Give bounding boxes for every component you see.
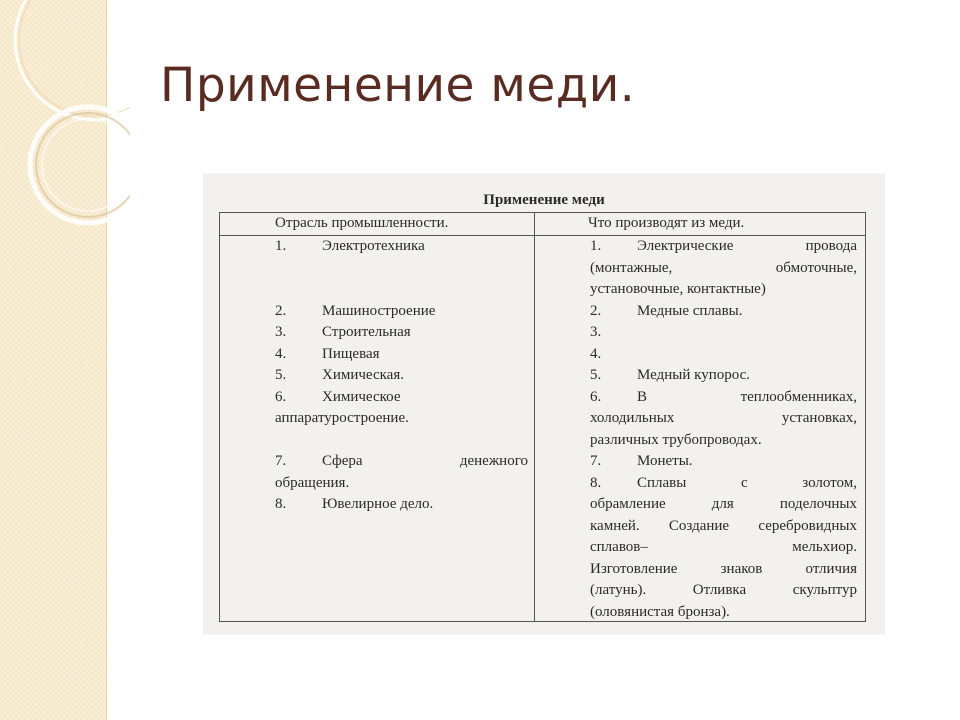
product-text: холодильных установках, — [590, 410, 857, 426]
industry-row-continuation — [220, 473, 534, 495]
row-number: 8. — [590, 474, 602, 491]
product-row — [535, 236, 867, 258]
spacer-row — [220, 430, 534, 452]
scanned-table-image — [203, 173, 885, 635]
product-row — [535, 322, 867, 344]
industry-name-continuation: обращения. — [275, 474, 350, 491]
industry-row — [220, 344, 534, 366]
row-number: 4. — [590, 345, 602, 362]
product-text: Сплавы с золотом, — [637, 474, 857, 491]
industry-name: Химическая. — [322, 367, 404, 383]
product-text: Изготовление знаков отличия — [590, 560, 857, 577]
row-number: 3. — [275, 324, 287, 340]
table-caption: Применение меди — [483, 192, 605, 208]
decorative-circles — [0, 0, 130, 260]
product-row-continuation — [535, 602, 867, 624]
industry-name: Машиностроение — [322, 302, 436, 319]
product-row-continuation — [535, 408, 867, 430]
industry-column — [220, 236, 534, 516]
product-text: (монтажные, обмоточные, — [590, 259, 857, 276]
row-number: 7. — [275, 453, 287, 469]
industry-name-part: Сфера — [322, 453, 363, 469]
product-row — [535, 301, 867, 323]
row-number: 1. — [590, 238, 602, 254]
product-text: сплавов– мельхиор. — [590, 539, 857, 555]
row-number: 4. — [275, 345, 287, 362]
industry-row — [220, 301, 534, 323]
industry-row-continuation — [220, 408, 534, 430]
copper-usage-table — [219, 212, 866, 622]
industry-name: Химическое — [322, 388, 401, 405]
row-number: 2. — [590, 302, 602, 319]
row-number: 5. — [275, 367, 287, 383]
spacer-row — [220, 258, 534, 280]
product-text: обрамление для поделочных — [590, 496, 857, 512]
product-row-continuation — [535, 537, 867, 559]
industry-name-part: денежного — [459, 453, 528, 469]
spacer-row — [220, 279, 534, 301]
product-row — [535, 451, 867, 473]
product-row-continuation — [535, 559, 867, 581]
product-row-continuation — [535, 279, 867, 301]
industry-name: Электротехника — [322, 238, 425, 254]
product-row — [535, 387, 867, 409]
industry-row — [220, 494, 534, 516]
header-industry: Отрасль промышленности. — [275, 215, 449, 231]
product-row-continuation — [535, 494, 867, 516]
product-row-continuation — [535, 258, 867, 280]
product-text: установочные, контактные) — [590, 281, 766, 297]
industry-name: Ювелирное дело. — [322, 496, 434, 512]
industry-row — [220, 236, 534, 258]
product-text: различных трубопроводах. — [590, 431, 762, 448]
industry-row — [220, 387, 534, 409]
product-text: (латунь). Отливка скульптур — [590, 582, 857, 598]
product-row — [535, 365, 867, 387]
industry-row — [220, 365, 534, 387]
product-row-continuation — [535, 580, 867, 602]
product-text: Электрические провода — [637, 238, 857, 254]
product-text: камней. Создание серебровидных — [590, 517, 857, 534]
slide-title: Применение меди. — [160, 58, 636, 113]
product-text: (оловянистая бронза). — [590, 603, 730, 620]
product-row-continuation — [535, 516, 867, 538]
product-text: Медный купорос. — [637, 367, 750, 383]
product-text: Медные сплавы. — [637, 302, 743, 319]
product-text: Монеты. — [637, 453, 693, 469]
product-row — [535, 473, 867, 495]
industry-name: Пищевая — [322, 345, 380, 362]
row-number: 8. — [275, 496, 287, 512]
header-products: Что производят из меди. — [588, 215, 745, 231]
products-column — [535, 236, 867, 623]
row-number: 5. — [590, 367, 602, 383]
row-number: 1. — [275, 238, 287, 254]
row-number: 6. — [275, 388, 287, 405]
industry-row — [220, 451, 534, 473]
row-number: 2. — [275, 302, 287, 319]
product-row — [535, 344, 867, 366]
industry-row — [220, 322, 534, 344]
row-number: 3. — [590, 324, 602, 340]
row-number: 7. — [590, 453, 602, 469]
industry-name: Строительная — [322, 324, 411, 340]
row-number: 6. — [590, 388, 602, 405]
industry-name-continuation: аппаратуростроение. — [275, 410, 409, 426]
product-text: В теплообменниках, — [637, 388, 857, 405]
product-row-continuation — [535, 430, 867, 452]
